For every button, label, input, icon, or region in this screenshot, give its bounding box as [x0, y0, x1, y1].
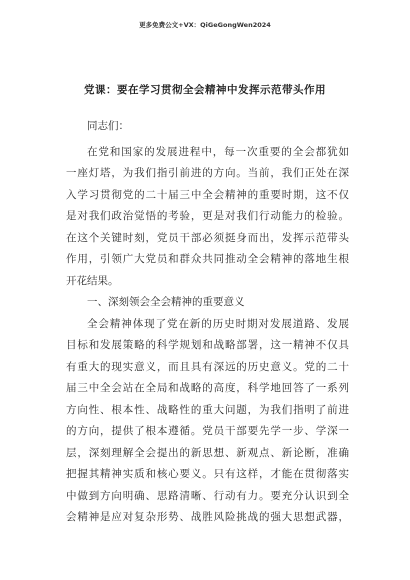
paragraph-line: 的方向，提供了根本遵循。党员干部要先学一步、学深一 — [66, 425, 349, 437]
paragraph-1 — [66, 142, 349, 293]
paragraph-line: 开花结果。 — [66, 274, 119, 287]
header-note: 更多免费公文+VX：QiGeGongWen2024 — [139, 21, 271, 29]
document-body — [66, 116, 349, 529]
paragraph-line: 在这个关键时刻，党员干部必须挺身而出，发挥示范带头 — [66, 231, 349, 244]
section-heading: 一、深刻领会全会精神的重要意义 — [87, 296, 245, 308]
paragraph-line: 届三中全会站在全局和战略的高度，科学地回答了一系列 — [66, 382, 349, 394]
paragraph-line: 一座灯塔，为我们指引前进的方向。当前，我们正处在深 — [66, 167, 349, 179]
paragraph-2 — [66, 314, 349, 529]
paragraph-line: 是对我们政治觉悟的考验，更是对我们行动能力的检验。 — [66, 210, 349, 222]
paragraph-line: 把握其精神实质和核心要义。只有这样，才能在贯彻落实 — [66, 468, 349, 480]
paragraph-line: 入学习贯彻党的二十届三中全会精神的重要时期，这不仅 — [66, 188, 349, 201]
paragraph-line: 方向性、根本性、战略性的重大问题，为我们指明了前进 — [66, 403, 349, 416]
paragraph-line: 目标和发展策略的科学规划和战略部署，这一精神不仅具 — [66, 339, 349, 351]
paragraph-line: 在党和国家的发展进程中，每一次重要的全会都犹如 — [87, 145, 349, 158]
paragraph-line: 作用，引领广大党员和群众共同推动全会精神的落地生根 — [66, 253, 349, 265]
paragraph-line: 有重大的现实意义，而且具有深远的历史意义。党的二十 — [66, 360, 349, 373]
paragraph-line: 中做到方向明确、思路清晰、行动有力。要充分认识到全 — [66, 489, 349, 502]
paragraph-line: 全会精神体现了党在新的历史时期对发展道路、发展 — [87, 317, 349, 330]
document-title: 党课：要在学习贯彻全会精神中发挥示范带头作用 — [84, 84, 326, 96]
paragraph-line: 会精神是应对复杂形势、战胜风险挑战的强大思想武器， — [66, 511, 349, 523]
paragraph-line: 层，深刻理解全会提出的新思想、新观点、新论断，准确 — [66, 446, 349, 459]
salutation: 同志们： — [87, 120, 129, 132]
